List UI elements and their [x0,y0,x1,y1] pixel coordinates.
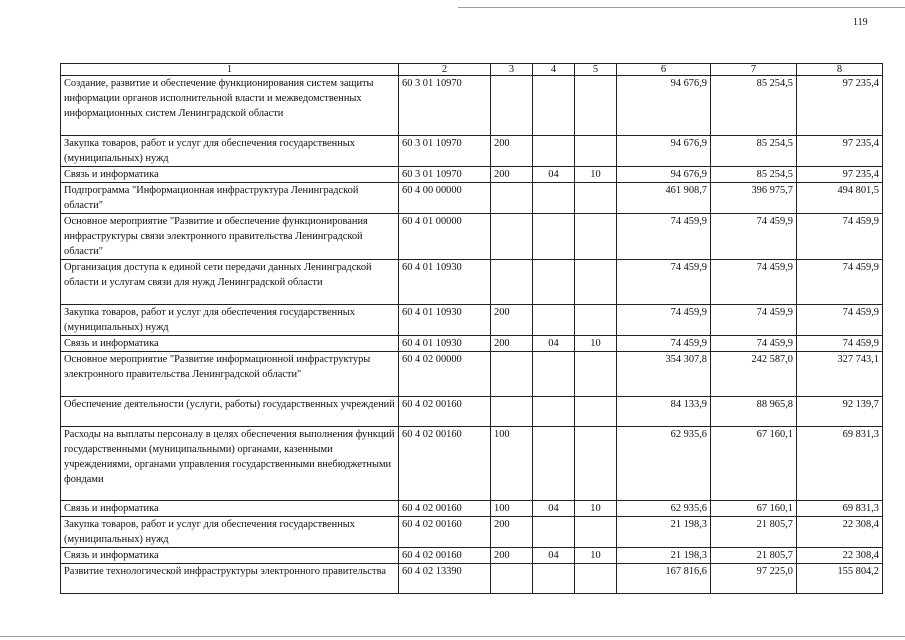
row-amount-year-1: 21 198,3 [617,517,711,548]
header-col-7: 7 [711,64,797,76]
row-expense-type [491,397,533,427]
row-amount-year-1: 354 307,8 [617,352,711,397]
row-section [533,214,575,260]
row-amount-year-3: 92 139,7 [797,397,883,427]
row-amount-year-2: 21 805,7 [711,548,797,564]
row-amount-year-1: 94 676,9 [617,76,711,136]
row-amount-year-2: 74 459,9 [711,305,797,336]
row-amount-year-3: 22 308,4 [797,517,883,548]
row-amount-year-3: 97 235,4 [797,167,883,183]
row-name: Основное мероприятие "Развитие информационной инфраструктуры электронного правительства Ленинградской области" [61,352,399,397]
row-name: Создание, развитие и обеспечение функционирования систем защиты информации органов исполнительной власти и межведомственных информационных систем Ленинградской области [61,76,399,136]
row-subsection: 10 [575,336,617,352]
row-expense-type: 200 [491,548,533,564]
row-target-code: 60 3 01 10970 [399,136,491,167]
row-amount-year-2: 396 975,7 [711,183,797,214]
table-row [61,214,883,260]
row-name: Развитие технологической инфраструктуры электронного правительства [61,564,399,594]
header-row [61,64,883,76]
row-amount-year-1: 74 459,9 [617,260,711,305]
row-subsection [575,397,617,427]
row-expense-type: 100 [491,427,533,501]
row-amount-year-2: 242 587,0 [711,352,797,397]
row-amount-year-2: 74 459,9 [711,214,797,260]
row-subsection: 10 [575,167,617,183]
row-amount-year-1: 74 459,9 [617,336,711,352]
row-name: Связь и информатика [61,336,399,352]
row-section [533,517,575,548]
table-row [61,352,883,397]
table-row [61,260,883,305]
row-target-code: 60 4 01 00000 [399,214,491,260]
bottom-divider [0,636,905,637]
row-amount-year-2: 97 225,0 [711,564,797,594]
row-target-code: 60 3 01 10970 [399,76,491,136]
row-section [533,427,575,501]
row-subsection: 10 [575,501,617,517]
row-amount-year-3: 22 308,4 [797,548,883,564]
table-row [61,76,883,136]
row-name: Связь и информатика [61,548,399,564]
row-subsection [575,352,617,397]
row-expense-type: 200 [491,336,533,352]
row-expense-type: 200 [491,167,533,183]
row-amount-year-2: 74 459,9 [711,336,797,352]
header-col-8: 8 [797,64,883,76]
row-amount-year-2: 74 459,9 [711,260,797,305]
row-target-code: 60 4 01 10930 [399,336,491,352]
row-amount-year-1: 84 133,9 [617,397,711,427]
row-subsection [575,564,617,594]
budget-table [60,63,883,594]
row-amount-year-3: 74 459,9 [797,336,883,352]
top-divider [458,7,905,8]
row-expense-type: 100 [491,501,533,517]
row-section [533,352,575,397]
row-target-code: 60 4 01 10930 [399,305,491,336]
row-expense-type [491,564,533,594]
table-row [61,136,883,167]
row-amount-year-1: 167 816,6 [617,564,711,594]
header-col-3: 3 [491,64,533,76]
row-name: Подпрограмма "Информационная инфраструктура Ленинградской области" [61,183,399,214]
table-row [61,167,883,183]
row-amount-year-1: 21 198,3 [617,548,711,564]
page-number: 119 [853,17,868,28]
row-amount-year-3: 69 831,3 [797,427,883,501]
row-expense-type [491,76,533,136]
row-name: Расходы на выплаты персоналу в целях обеспечения выполнения функций государственными (муниципальными) органами, казенными учреждениями, органами управления государственными внебюджетными фондами [61,427,399,501]
header-col-2: 2 [399,64,491,76]
row-expense-type: 200 [491,305,533,336]
row-section [533,305,575,336]
table-row [61,548,883,564]
row-amount-year-3: 74 459,9 [797,214,883,260]
row-subsection [575,136,617,167]
row-amount-year-1: 74 459,9 [617,214,711,260]
row-amount-year-2: 88 965,8 [711,397,797,427]
row-subsection [575,427,617,501]
row-section [533,76,575,136]
row-expense-type [491,214,533,260]
row-target-code: 60 4 02 00160 [399,548,491,564]
row-amount-year-2: 85 254,5 [711,76,797,136]
row-amount-year-2: 21 805,7 [711,517,797,548]
row-amount-year-3: 97 235,4 [797,76,883,136]
header-col-4: 4 [533,64,575,76]
row-subsection [575,260,617,305]
row-name: Связь и информатика [61,501,399,517]
row-expense-type: 200 [491,136,533,167]
row-amount-year-3: 97 235,4 [797,136,883,167]
row-section: 04 [533,167,575,183]
header-col-6: 6 [617,64,711,76]
table-row [61,564,883,594]
table-row [61,427,883,501]
row-target-code: 60 4 02 00160 [399,397,491,427]
row-name: Связь и информатика [61,167,399,183]
row-section: 04 [533,336,575,352]
row-amount-year-2: 67 160,1 [711,501,797,517]
row-subsection [575,183,617,214]
row-expense-type: 200 [491,517,533,548]
row-name: Закупка товаров, работ и услуг для обеспечения государственных (муниципальных) нужд [61,517,399,548]
row-amount-year-2: 85 254,5 [711,167,797,183]
row-amount-year-2: 67 160,1 [711,427,797,501]
row-subsection [575,76,617,136]
row-name: Обеспечение деятельности (услуги, работы) государственных учреждений [61,397,399,427]
row-target-code: 60 4 02 13390 [399,564,491,594]
row-amount-year-2: 85 254,5 [711,136,797,167]
table-row [61,397,883,427]
header-col-1: 1 [61,64,399,76]
row-amount-year-3: 327 743,1 [797,352,883,397]
row-section [533,260,575,305]
row-section [533,136,575,167]
row-name: Основное мероприятие "Развитие и обеспечение функционирования инфраструктуры связи электронного правительства Ленинградской области" [61,214,399,260]
row-amount-year-3: 74 459,9 [797,260,883,305]
row-target-code: 60 4 01 10930 [399,260,491,305]
row-section: 04 [533,548,575,564]
table-row [61,501,883,517]
table-row [61,336,883,352]
row-amount-year-1: 94 676,9 [617,136,711,167]
table-row [61,305,883,336]
row-expense-type [491,183,533,214]
row-target-code: 60 3 01 10970 [399,167,491,183]
row-subsection [575,517,617,548]
row-subsection [575,305,617,336]
row-expense-type [491,352,533,397]
row-name: Организация доступа к единой сети передачи данных Ленинградской области и услугам связи для нужд Ленинградской области [61,260,399,305]
row-section [533,183,575,214]
row-amount-year-3: 155 804,2 [797,564,883,594]
row-amount-year-1: 62 935,6 [617,427,711,501]
row-amount-year-3: 494 801,5 [797,183,883,214]
row-amount-year-3: 69 831,3 [797,501,883,517]
row-target-code: 60 4 00 00000 [399,183,491,214]
row-target-code: 60 4 02 00160 [399,501,491,517]
row-section [533,564,575,594]
table-row [61,183,883,214]
row-amount-year-1: 74 459,9 [617,305,711,336]
row-name: Закупка товаров, работ и услуг для обеспечения государственных (муниципальных) нужд [61,305,399,336]
table-body [61,76,883,594]
row-amount-year-3: 74 459,9 [797,305,883,336]
row-expense-type [491,260,533,305]
row-name: Закупка товаров, работ и услуг для обеспечения государственных (муниципальных) нужд [61,136,399,167]
table-row [61,517,883,548]
row-section: 04 [533,501,575,517]
row-target-code: 60 4 02 00160 [399,427,491,501]
row-amount-year-1: 62 935,6 [617,501,711,517]
row-subsection [575,214,617,260]
row-amount-year-1: 94 676,9 [617,167,711,183]
row-subsection: 10 [575,548,617,564]
row-amount-year-1: 461 908,7 [617,183,711,214]
header-col-5: 5 [575,64,617,76]
row-target-code: 60 4 02 00000 [399,352,491,397]
row-target-code: 60 4 02 00160 [399,517,491,548]
row-section [533,397,575,427]
